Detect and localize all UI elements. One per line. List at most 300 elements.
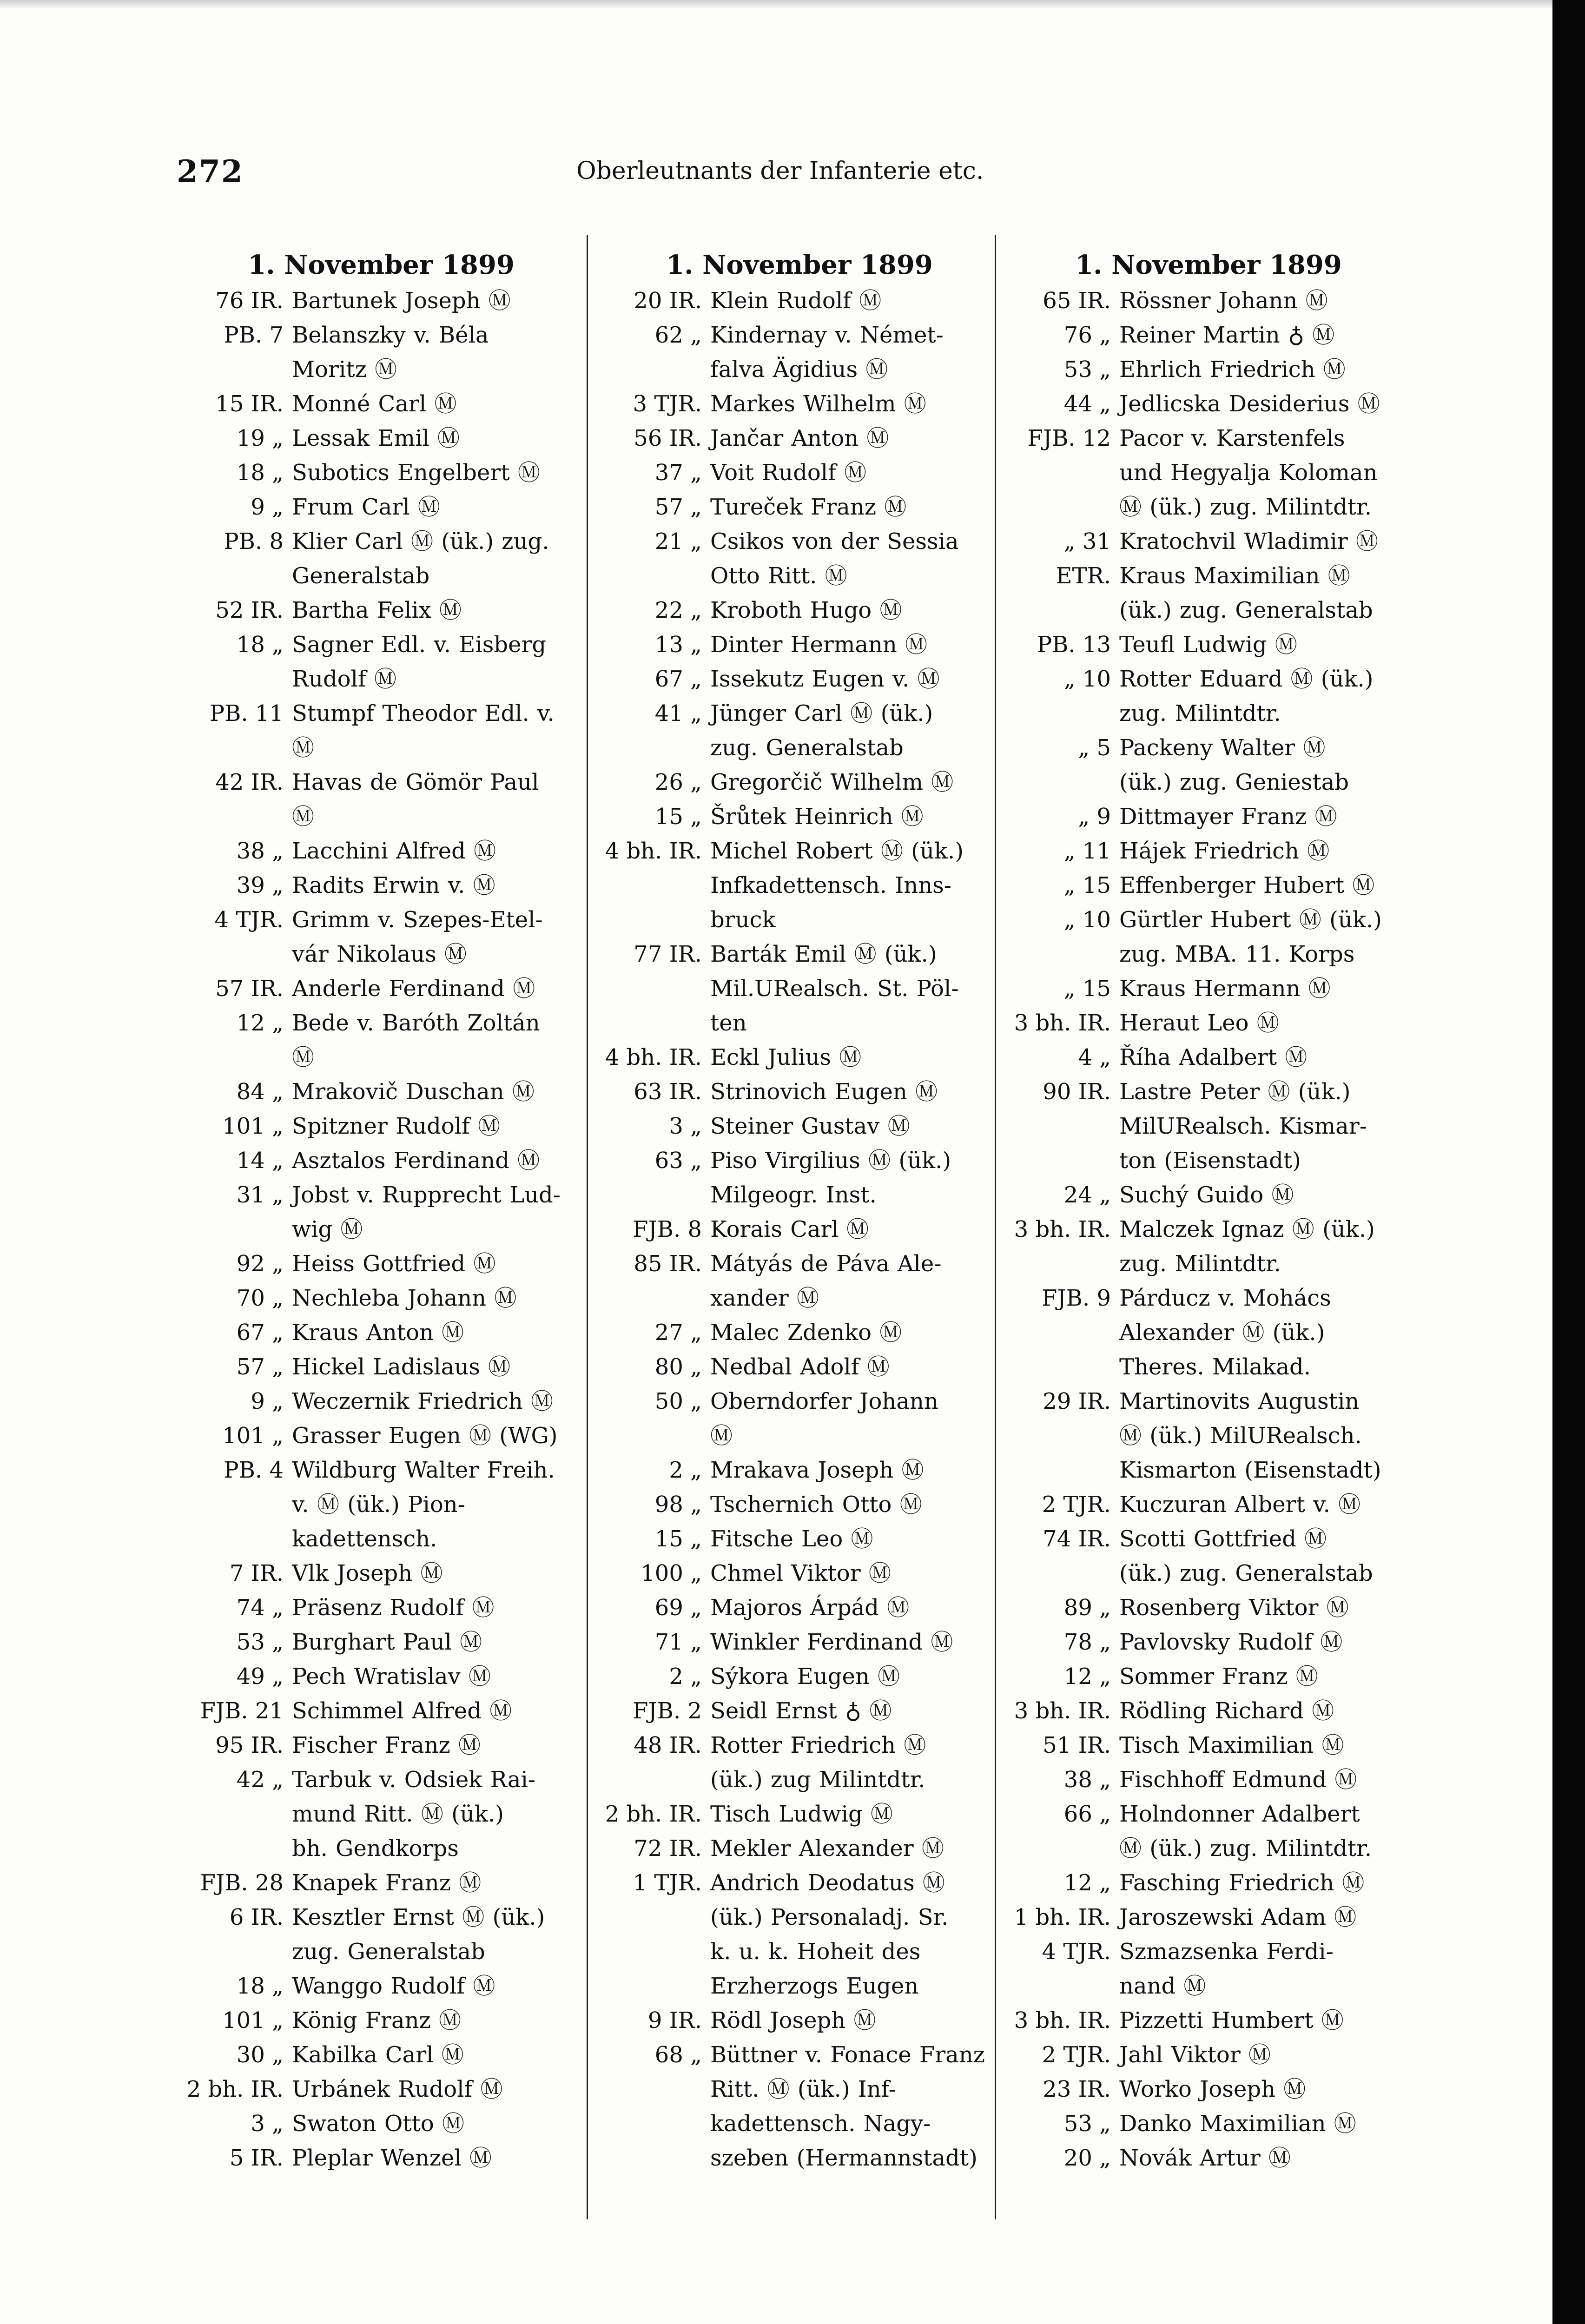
officer-name: Michel Robert Ⓜ (ük.) Infkadettensch. Inns- bruck [710, 838, 964, 933]
officer-name: Lacchini Alfred Ⓜ [292, 838, 496, 864]
unit-designation: FJB. 8 [633, 1216, 702, 1242]
roster-entry [604, 627, 995, 662]
roster-entry [1013, 1487, 1404, 1522]
entry-list [604, 284, 995, 2175]
unit-designation: 85 IR. [634, 1251, 702, 1277]
roster-entry [604, 284, 995, 318]
unit-designation: 29 IR. [1043, 1388, 1111, 1414]
officer-name: Büttner v. Fonace Franz Ritt. Ⓜ (ük.) Inf- kadettensch. Nagy- szeben (Hermannstadt) [710, 2042, 985, 2171]
unit-designation: 20 IR. [634, 288, 702, 314]
roster-entry [604, 834, 995, 937]
unit-designation: 101 „ [222, 1423, 284, 1449]
unit-designation: 62 „ [654, 322, 702, 348]
column-heading: 1. November 1899 [1075, 250, 1342, 280]
unit-designation: FJB. 21 [200, 1698, 284, 1724]
unit-designation: 2 „ [669, 1664, 702, 1690]
unit-designation: 74 IR. [1043, 1526, 1111, 1552]
officer-name: Voit Rudolf Ⓜ [710, 460, 867, 486]
officer-name: Mekler Alexander Ⓜ [710, 1835, 944, 1862]
officer-name: Grimm v. Szepes-Etel- vár Nikolaus Ⓜ [292, 907, 543, 967]
officer-name: Rödling Richard Ⓜ [1119, 1698, 1334, 1724]
roster-entry [1013, 1522, 1404, 1591]
unit-designation: 42 „ [236, 1767, 284, 1793]
roster-entry [186, 1900, 576, 1969]
officer-name: Präsenz Rudolf Ⓜ [292, 1595, 495, 1621]
roster-entry [186, 696, 576, 765]
unit-designation: 63 IR. [634, 1079, 702, 1105]
officer-name: Holndonner Adalbert Ⓜ (ük.) zug. Milintdtr. [1119, 1801, 1372, 1862]
officer-name: Packeny Walter Ⓜ (ük.) zug. Geniestab [1119, 735, 1349, 795]
officer-name: Szmazsenka Ferdi- nand Ⓜ [1119, 1939, 1334, 1999]
officer-name: Piso Virgilius Ⓜ (ük.) Milgeogr. Inst. [710, 1148, 951, 1208]
unit-designation: „ 9 [1078, 804, 1111, 830]
officer-name: Jobst v. Rupprecht Lud- wig Ⓜ [292, 1182, 561, 1242]
roster-entry [1013, 284, 1404, 318]
roster-entry [1013, 1006, 1404, 1040]
page-header [177, 153, 1013, 195]
officer-name: Kratochvil Wladimir Ⓜ [1119, 528, 1378, 555]
unit-designation: 67 „ [236, 1320, 284, 1346]
officer-name: Bede v. Baróth Zoltán Ⓜ [292, 1010, 540, 1070]
roster-entry [186, 1315, 576, 1350]
roster-entry [604, 421, 995, 456]
officer-name: Reiner Martin ♁ Ⓜ [1119, 322, 1335, 348]
roster-entry [1013, 868, 1404, 903]
unit-designation: PB. 7 [224, 322, 284, 348]
roster-entry [186, 1109, 576, 1143]
unit-designation: 70 „ [236, 1285, 284, 1311]
officer-name: Tisch Ludwig Ⓜ [710, 1801, 893, 1827]
unit-designation: 9 „ [251, 494, 284, 520]
unit-designation: 67 „ [654, 666, 702, 692]
officer-name: Csikos von der Sessia Otto Ritt. Ⓜ [710, 528, 959, 589]
roster-entry [186, 387, 576, 421]
roster-entry [604, 387, 995, 421]
unit-designation: 50 „ [654, 1388, 702, 1414]
officer-name: Frum Carl Ⓜ [292, 494, 440, 520]
officer-name: Tarbuk v. Odsiek Rai- mund Ritt. Ⓜ (ük.) bh. Gendkorps [292, 1767, 536, 1862]
officer-name: Malec Zdenko Ⓜ [710, 1320, 902, 1346]
roster-entry [1013, 799, 1404, 834]
officer-name: Strinovich Eugen Ⓜ [710, 1079, 938, 1105]
unit-designation: FJB. 28 [200, 1870, 284, 1896]
officer-name: Fasching Friedrich Ⓜ [1119, 1870, 1365, 1896]
roster-entry [1013, 318, 1404, 352]
unit-designation: PB. 8 [224, 528, 284, 555]
roster-entry [186, 1281, 576, 1315]
roster-entry [604, 1831, 995, 1866]
column-divider [587, 235, 588, 2219]
officer-name: Belanszky v. Béla Moritz Ⓜ [292, 322, 489, 383]
unit-designation: 15 „ [654, 1526, 702, 1552]
unit-designation: 4 „ [1078, 1044, 1111, 1070]
officer-name: Seidl Ernst ♁ Ⓜ [710, 1698, 892, 1724]
officer-name: Stumpf Theodor Edl. v. Ⓜ [292, 700, 555, 761]
unit-designation: 19 „ [236, 425, 284, 451]
unit-designation: 3 „ [251, 2111, 284, 2137]
officer-name: Swaton Otto Ⓜ [292, 2111, 465, 2137]
unit-designation: 23 IR. [1043, 2076, 1111, 2102]
unit-designation: 2 bh. IR. [186, 2076, 284, 2102]
unit-designation: 14 „ [236, 1148, 284, 1174]
officer-name: Kabilka Carl Ⓜ [292, 2042, 464, 2068]
roster-entry [1013, 1212, 1404, 1281]
roster-entry [604, 524, 995, 593]
unit-designation: 2 TJR. [1042, 2042, 1111, 2068]
unit-designation: 5 IR. [229, 2145, 284, 2171]
unit-designation: 4 bh. IR. [605, 838, 702, 864]
officer-name: Lastre Peter Ⓜ (ük.) MilURealsch. Kismar- ton (Eisenstadt) [1119, 1079, 1367, 1174]
roster-entry [604, 765, 995, 799]
unit-designation: 9 „ [251, 1388, 284, 1414]
roster-entry [186, 1659, 576, 1694]
roster-entry [1013, 1934, 1404, 2003]
officer-name: Hickel Ladislaus Ⓜ [292, 1354, 511, 1380]
unit-designation: 2 „ [669, 1457, 702, 1483]
roster-entry [186, 1075, 576, 1109]
roster-entry [1013, 662, 1404, 731]
roster-entry [186, 456, 576, 490]
roster-entry [186, 765, 576, 834]
roster-entry [186, 593, 576, 627]
officer-name: Fischhoff Edmund Ⓜ [1119, 1767, 1357, 1793]
roster-entry [1013, 1384, 1404, 1487]
roster-entry [604, 1487, 995, 1522]
officer-name: Kraus Anton Ⓜ [292, 1320, 464, 1346]
officer-name: Jünger Carl Ⓜ (ük.) zug. Generalstab [710, 700, 933, 761]
officer-name: Spitzner Rudolf Ⓜ [292, 1113, 501, 1139]
roster-entry [1013, 1728, 1404, 1763]
unit-designation: 57 „ [654, 494, 702, 520]
officer-name: Mrakovič Duschan Ⓜ [292, 1079, 535, 1105]
roster-entry [1013, 1040, 1404, 1075]
unit-designation: 77 IR. [634, 941, 702, 967]
officer-name: Vlk Joseph Ⓜ [292, 1560, 443, 1586]
unit-designation: 44 „ [1063, 391, 1111, 417]
roster-entry [1013, 559, 1404, 627]
officer-name: Kraus Hermann Ⓜ [1119, 976, 1331, 1002]
unit-designation: 18 „ [236, 460, 284, 486]
unit-designation: 80 „ [654, 1354, 702, 1380]
roster-entry [1013, 1591, 1404, 1625]
roster-entry [604, 1350, 995, 1384]
unit-designation: 9 IR. [647, 2007, 702, 2034]
roster-entry [604, 1797, 995, 1831]
roster-entry [604, 593, 995, 627]
unit-designation: 42 IR. [215, 769, 284, 795]
unit-designation: „ 15 [1063, 976, 1111, 1002]
unit-designation: 101 „ [222, 2007, 284, 2034]
roster-entry [186, 1591, 576, 1625]
roster-entry [186, 903, 576, 971]
roster-entry [1013, 1763, 1404, 1797]
roster-entry [186, 834, 576, 868]
unit-designation: 1 bh. IR. [1014, 1904, 1111, 1930]
roster-entry [186, 524, 576, 593]
unit-designation: 63 „ [654, 1148, 702, 1174]
officer-name: Dinter Hermann Ⓜ [710, 632, 928, 658]
roster-entry [604, 1247, 995, 1315]
roster-entry [186, 1694, 576, 1728]
officer-name: Fischer Franz Ⓜ [292, 1732, 481, 1758]
roster-entry [186, 868, 576, 903]
officer-name: Markes Wilhelm Ⓜ [710, 391, 926, 417]
roster-entry [1013, 1281, 1404, 1384]
entry-list [186, 284, 576, 2175]
roster-entry [604, 1040, 995, 1075]
officer-name: Párducz v. Mohács Alexander Ⓜ (ük.) Theres. Milakad. [1119, 1285, 1331, 1380]
officer-name: Tisch Maximilian Ⓜ [1119, 1732, 1344, 1758]
roster-entry [604, 456, 995, 490]
officer-name: Andrich Deodatus Ⓜ (ük.) Personaladj. Sr. k. u. k. Hoheit des Erzherzogs Eugen [710, 1870, 949, 1999]
unit-designation: 92 „ [236, 1251, 284, 1277]
roster-entry [186, 1178, 576, 1247]
officer-name: Grasser Eugen Ⓜ (WG) [292, 1423, 558, 1449]
column-heading: 1. November 1899 [666, 250, 933, 280]
officer-name: Winkler Ferdinand Ⓜ [710, 1629, 953, 1655]
officer-name: Pech Wratislav Ⓜ [292, 1664, 491, 1690]
unit-designation: 13 „ [654, 632, 702, 658]
roster-entry [1013, 1900, 1404, 1934]
officer-name: Kindernay v. Német- falva Ägidius Ⓜ [710, 322, 944, 383]
officer-name: Bartunek Joseph Ⓜ [292, 288, 511, 314]
column-heading: 1. November 1899 [248, 250, 515, 280]
roster-entry [186, 2038, 576, 2072]
roster-entry [1013, 2003, 1404, 2038]
officer-name: Havas de Gömör Paul Ⓜ [292, 769, 539, 830]
roster-entry [604, 1728, 995, 1797]
column-divider [995, 235, 996, 2219]
roster-entry [186, 627, 576, 696]
officer-name: Nedbal Adolf Ⓜ [710, 1354, 890, 1380]
unit-designation: 21 „ [654, 528, 702, 555]
officer-name: Sagner Edl. v. Eisberg Rudolf Ⓜ [292, 632, 547, 692]
roster-entry [1013, 387, 1404, 421]
officer-name: Barták Emil Ⓜ (ük.) Mil.URealsch. St. Pöl- ten [710, 941, 959, 1036]
roster-entry [1013, 834, 1404, 868]
unit-designation: 18 „ [236, 1973, 284, 1999]
roster-entry [186, 1006, 576, 1075]
roster-entry [1013, 524, 1404, 559]
unit-designation: 39 „ [236, 872, 284, 898]
unit-designation: PB. 4 [224, 1457, 284, 1483]
officer-name: Suchý Guido Ⓜ [1119, 1182, 1294, 1208]
officer-name: Heraut Leo Ⓜ [1119, 1010, 1279, 1036]
roster-entry [186, 1625, 576, 1659]
roster-entry [1013, 1178, 1404, 1212]
officer-name: Mátyás de Páva Ale- xander Ⓜ [710, 1251, 942, 1311]
unit-designation: 30 „ [236, 2042, 284, 2068]
unit-designation: 3 bh. IR. [1014, 1698, 1111, 1724]
officer-name: König Franz Ⓜ [292, 2007, 462, 2034]
officer-name: Pleplar Wenzel Ⓜ [292, 2145, 492, 2171]
unit-designation: 53 „ [236, 1629, 284, 1655]
unit-designation: 37 „ [654, 460, 702, 486]
unit-designation: 3 bh. IR. [1014, 1010, 1111, 1036]
roster-entry [1013, 1659, 1404, 1694]
roster-entry [186, 490, 576, 524]
roster-entry [604, 318, 995, 387]
officer-name: Wildburg Walter Freih. v. Ⓜ (ük.) Pion- kadettensch. [292, 1457, 555, 1552]
unit-designation: „ 31 [1063, 528, 1111, 555]
roster-entry [186, 284, 576, 318]
unit-designation: „ 10 [1063, 666, 1111, 692]
unit-designation: FJB. 12 [1027, 425, 1111, 451]
unit-designation: 51 IR. [1043, 1732, 1111, 1758]
officer-name: Danko Maximilian Ⓜ [1119, 2111, 1356, 2137]
officer-name: Ehrlich Friedrich Ⓜ [1119, 357, 1346, 383]
unit-designation: 15 „ [654, 804, 702, 830]
unit-designation: 53 „ [1063, 357, 1111, 383]
page-number: 272 [177, 153, 244, 190]
officer-name: Pizzetti Humbert Ⓜ [1119, 2007, 1344, 2034]
unit-designation: 6 IR. [229, 1904, 284, 1930]
unit-designation: 24 „ [1063, 1182, 1111, 1208]
unit-designation: 57 „ [236, 1354, 284, 1380]
roster-entry [604, 1384, 995, 1453]
unit-designation: 74 „ [236, 1595, 284, 1621]
roster-entry [1013, 2141, 1404, 2175]
unit-designation: „ 5 [1078, 735, 1111, 761]
roster-entry [604, 1659, 995, 1694]
roster-entry [186, 971, 576, 1006]
roster-entry [1013, 352, 1404, 387]
officer-name: Novák Artur Ⓜ [1119, 2145, 1291, 2171]
officer-name: Schimmel Alfred Ⓜ [292, 1698, 512, 1724]
officer-name: Fitsche Leo Ⓜ [710, 1526, 873, 1552]
unit-designation: 84 „ [236, 1079, 284, 1105]
unit-designation: 53 „ [1063, 2111, 1111, 2137]
roster-entry [604, 1522, 995, 1556]
roster-entry [186, 1143, 576, 1178]
roster-entry [604, 799, 995, 834]
roster-entry [186, 2106, 576, 2141]
officer-name: Nechleba Johann Ⓜ [292, 1285, 517, 1311]
roster-entry [186, 1969, 576, 2003]
unit-designation: 66 „ [1063, 1801, 1111, 1827]
officer-name: Gregorčič Wilhelm Ⓜ [710, 769, 954, 795]
officer-name: Monné Carl Ⓜ [292, 391, 457, 417]
roster-entry [186, 2141, 576, 2175]
officer-name: Worko Joseph Ⓜ [1119, 2076, 1306, 2102]
officer-name: Pacor v. Karstenfels und Hegyalja Koloman Ⓜ (ük.) zug. Milintdtr. [1119, 425, 1378, 520]
roster-entry [1013, 1797, 1404, 1866]
officer-name: Eckl Julius Ⓜ [710, 1044, 862, 1070]
officer-name: Sýkora Eugen Ⓜ [710, 1664, 900, 1690]
unit-designation: 38 „ [236, 838, 284, 864]
roster-entry [186, 1419, 576, 1453]
roster-column-1 [186, 246, 576, 2226]
officer-name: Korais Carl Ⓜ [710, 1216, 869, 1242]
officer-name: Lessak Emil Ⓜ [292, 425, 460, 451]
roster-entry [1013, 2038, 1404, 2072]
unit-designation: 95 IR. [215, 1732, 284, 1758]
roster-entry [604, 696, 995, 765]
unit-designation: 4 TJR. [214, 907, 284, 933]
officer-name: Urbánek Rudolf Ⓜ [292, 2076, 503, 2102]
officer-name: Klein Rudolf Ⓜ [710, 288, 882, 314]
roster-entry [604, 2038, 995, 2175]
officer-name: Říha Adalbert Ⓜ [1119, 1044, 1308, 1070]
unit-designation: „ 11 [1063, 838, 1111, 864]
roster-entry [604, 662, 995, 696]
roster-entry [1013, 1625, 1404, 1659]
officer-name: Effenberger Hubert Ⓜ [1119, 872, 1375, 898]
unit-designation: 100 „ [641, 1560, 702, 1586]
officer-name: Knapek Franz Ⓜ [292, 1870, 482, 1896]
officer-name: Oberndorfer Johann Ⓜ [710, 1388, 938, 1449]
unit-designation: 98 „ [654, 1492, 702, 1518]
officer-name: Kesztler Ernst Ⓜ (ük.) zug. Generalstab [292, 1904, 545, 1965]
unit-designation: 12 „ [236, 1010, 284, 1036]
unit-designation: 4 bh. IR. [605, 1044, 702, 1070]
roster-entry [186, 1866, 576, 1900]
roster-entry [1013, 1694, 1404, 1728]
unit-designation: PB. 13 [1037, 632, 1111, 658]
roster-entry [186, 1763, 576, 1866]
officer-name: Radits Erwin v. Ⓜ [292, 872, 495, 898]
unit-designation: 27 „ [654, 1320, 702, 1346]
roster-entry [186, 421, 576, 456]
unit-designation: 15 IR. [215, 391, 284, 417]
roster-entry [1013, 903, 1404, 971]
unit-designation: 4 TJR. [1042, 1939, 1111, 1965]
officer-name: Weczernik Friedrich Ⓜ [292, 1388, 554, 1414]
unit-designation: 69 „ [654, 1595, 702, 1621]
unit-designation: 56 IR. [634, 425, 702, 451]
officer-name: Rosenberg Viktor Ⓜ [1119, 1595, 1349, 1621]
unit-designation: 38 „ [1063, 1767, 1111, 1793]
roster-entry [1013, 627, 1404, 662]
unit-designation: 7 IR. [229, 1560, 284, 1586]
officer-name: Bartha Felix Ⓜ [292, 597, 462, 623]
unit-designation: 3 bh. IR. [1014, 2007, 1111, 2034]
unit-designation: 41 „ [654, 700, 702, 726]
scan-right-border [1552, 0, 1585, 2324]
unit-designation: 48 IR. [634, 1732, 702, 1758]
unit-designation: 49 „ [236, 1664, 284, 1690]
roster-entry [1013, 731, 1404, 799]
unit-designation: 78 „ [1063, 1629, 1111, 1655]
unit-designation: 2 TJR. [1042, 1492, 1111, 1518]
officer-name: Sommer Franz Ⓜ [1119, 1664, 1318, 1690]
roster-entry [604, 1694, 995, 1728]
unit-designation: 31 „ [236, 1182, 284, 1208]
officer-name: Jahl Viktor Ⓜ [1119, 2042, 1271, 2068]
roster-entry [604, 1109, 995, 1143]
roster-entry [604, 1556, 995, 1591]
officer-name: Heiss Gottfried Ⓜ [292, 1251, 496, 1277]
roster-column-2 [604, 246, 995, 2226]
unit-designation: 12 „ [1063, 1664, 1111, 1690]
officer-name: Kuczuran Albert v. Ⓜ [1119, 1492, 1361, 1518]
unit-designation: 101 „ [222, 1113, 284, 1139]
officer-name: Teufl Ludwig Ⓜ [1119, 632, 1297, 658]
officer-name: Martinovits Augustin Ⓜ (ük.) MilURealsch. Kismarton (Eisenstadt) [1119, 1388, 1381, 1483]
unit-designation: PB. 11 [209, 700, 284, 726]
unit-designation: 76 „ [1063, 322, 1111, 348]
unit-designation: 90 IR. [1043, 1079, 1111, 1105]
officer-name: Anderle Ferdinand Ⓜ [292, 976, 535, 1002]
roster-entry [186, 1556, 576, 1591]
unit-designation: 26 „ [654, 769, 702, 795]
roster-entry [1013, 1075, 1404, 1178]
unit-designation: ETR. [1056, 563, 1111, 589]
roster-entry [1013, 971, 1404, 1006]
roster-entry [186, 1453, 576, 1556]
officer-name: Mrakava Joseph Ⓜ [710, 1457, 924, 1483]
officer-name: Wanggo Rudolf Ⓜ [292, 1973, 495, 1999]
